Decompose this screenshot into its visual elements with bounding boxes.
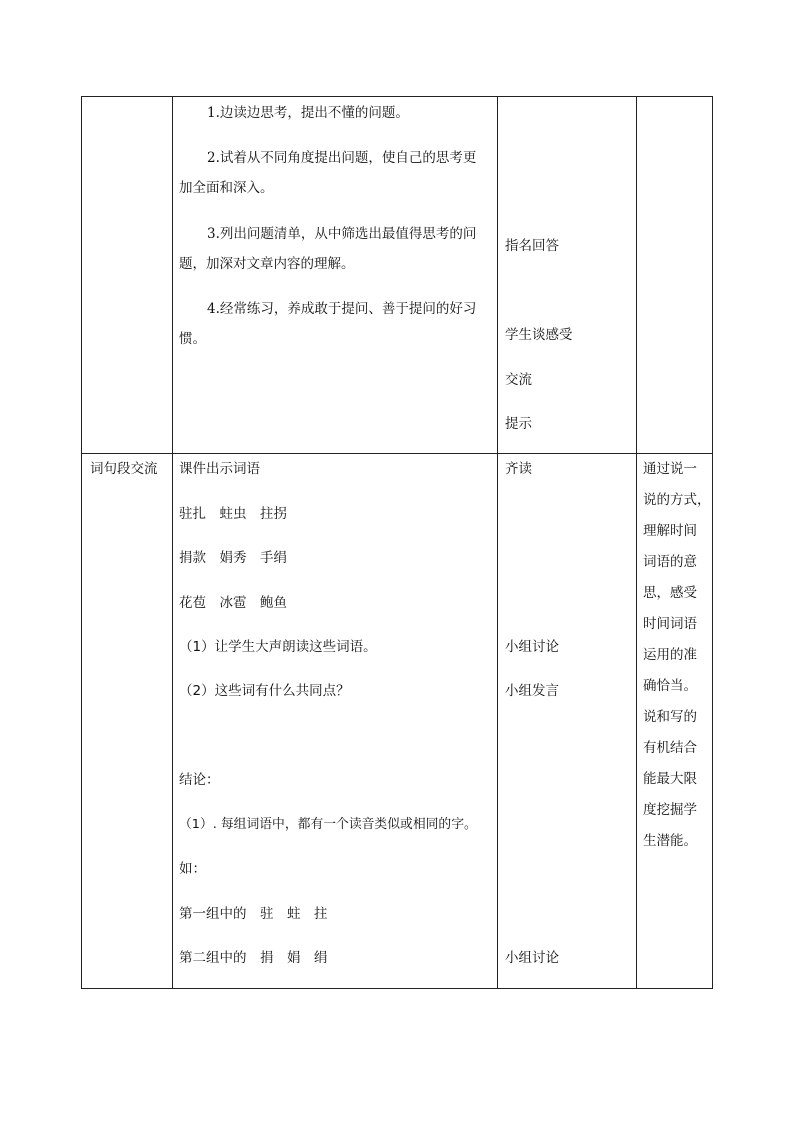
activity-line: 提示 [505,416,532,432]
content-line: （1）. 每组词语中，都有一个读音类似或相同的字。 [179,817,477,832]
content-line: 1.边读边思考，提出不懂的问题。 [207,105,409,121]
content-line: （1）让学生大声朗读这些词语。 [179,639,377,655]
intent-line: 确恰当。 [643,678,697,694]
intent-line: 词语的意 [643,554,697,570]
content-line: 如： [179,861,206,877]
intent-line: 有机结合 [643,740,697,756]
intent-line: 度挖掘学 [643,802,697,818]
activity-line: 小组发言 [505,683,559,699]
content-line: 课件出示词语 [179,461,260,477]
content-line: 花苞 冰雹 鲍鱼 [179,595,287,611]
content-line: 惯。 [179,331,206,347]
activity-line: 小组讨论 [505,639,559,655]
intent-line: 思，感受 [643,585,697,601]
content-line: 加全面和深入。 [179,180,274,196]
activity-line: 小组讨论 [505,950,559,966]
row-divider [81,453,713,454]
content-line: 第一组中的 驻 蛀 拄 [179,906,328,922]
content-line: （2）这些词有什么共同点？ [179,683,350,699]
table-border-bottom [81,988,713,989]
content-line: 4.经常练习，养成敢于提问、善于提问的好习 [207,301,477,317]
intent-line: 能最大限 [643,771,697,787]
intent-line: 通过说一 [643,461,697,477]
intent-line: 生潜能。 [643,833,697,849]
intent-line: 理解时间 [643,523,697,539]
table-border-top [81,96,713,97]
column-divider-3 [636,96,637,989]
section-label: 词句段交流 [90,461,158,477]
content-line: 驻扎 蛀虫 拄拐 [179,506,287,522]
intent-line: 时间词语 [643,616,697,632]
content-line: 第二组中的 捐 娟 绢 [179,950,328,966]
intent-line: 运用的准 [643,647,697,663]
table-border-left [81,96,82,989]
activity-line: 交流 [505,372,532,388]
table-border-right [712,96,713,989]
activity-line: 齐读 [505,461,532,477]
intent-line: 说和写的 [643,709,697,725]
activity-line: 学生谈感受 [505,327,573,343]
content-line: 3.列出问题清单，从中筛选出最值得思考的问 [207,226,477,242]
content-line: 题，加深对文章内容的理解。 [179,256,355,272]
intent-line: 说的方式， [643,492,711,508]
column-divider-2 [497,96,498,989]
column-divider-1 [172,96,173,989]
content-line: 捐款 娟秀 手绢 [179,550,287,566]
content-line: 结论： [179,772,220,788]
activity-line: 指名回答 [505,238,559,254]
content-line: 2.试着从不同角度提出问题，使自己的思考更 [207,150,477,166]
